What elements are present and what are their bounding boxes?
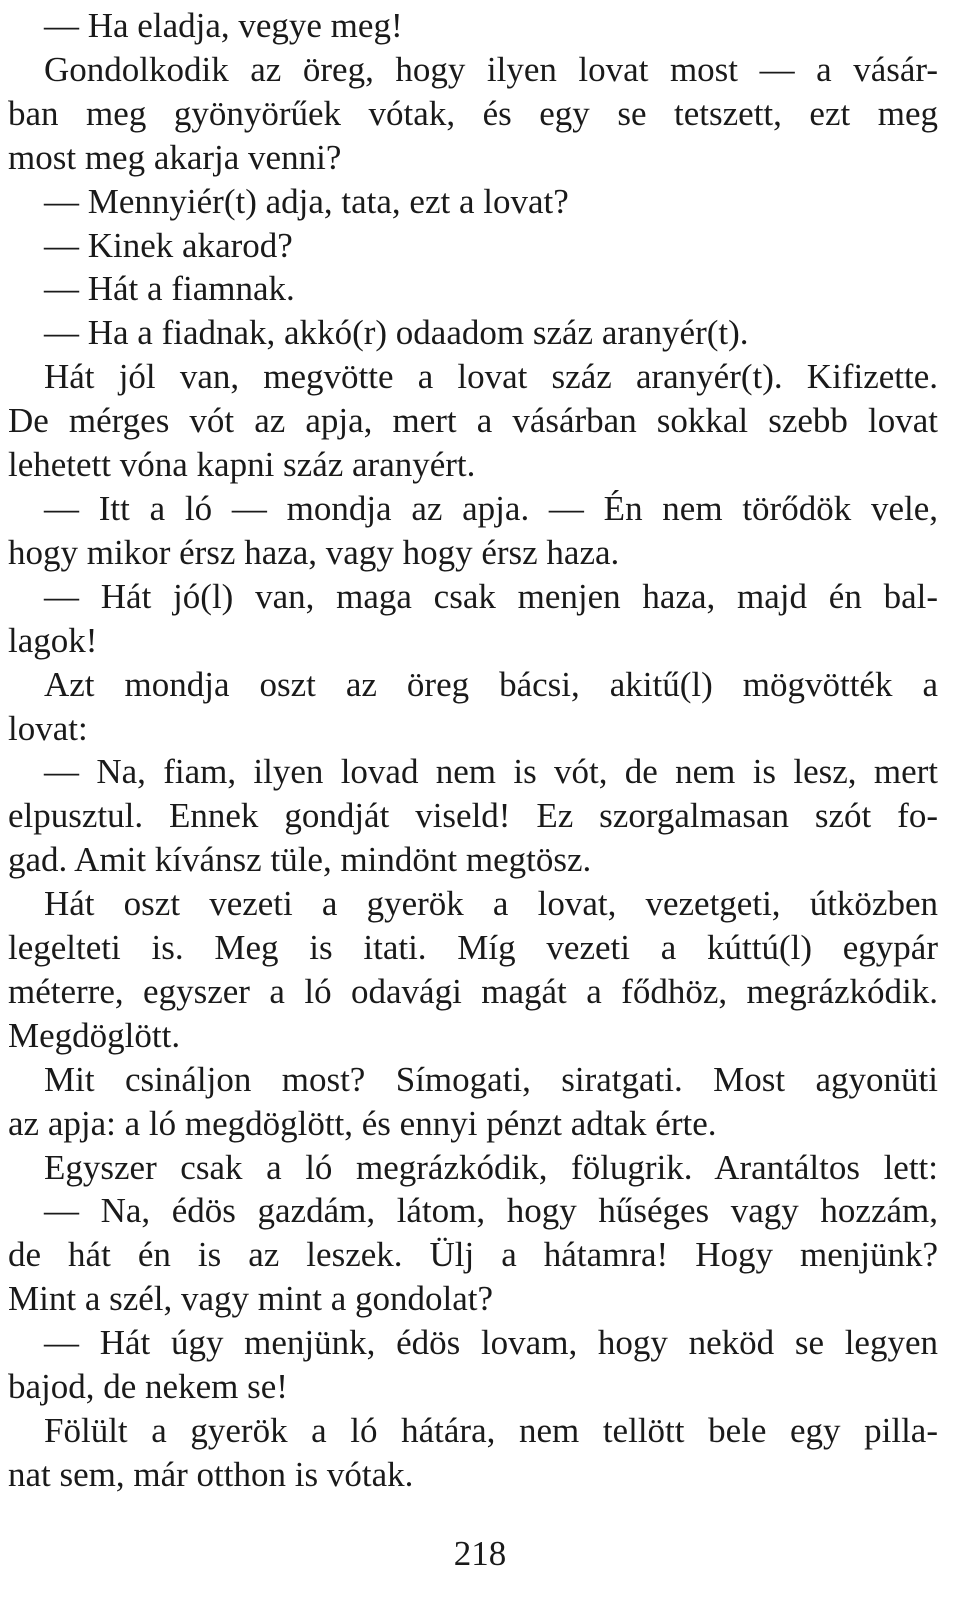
- text-line: az apja: a ló megdöglött, és ennyi pénzt adtak érte.: [8, 1103, 717, 1143]
- text-line: De mérges vót az apja, mert a vásárban sokkal szebb lovat: [8, 401, 938, 441]
- text-line: Mint a szél, vagy mint a gondolat?: [8, 1279, 494, 1319]
- text-line: Hát oszt vezeti a gyerök a lovat, vezetgeti, útközben: [44, 884, 938, 924]
- text-line: — Kinek akarod?: [44, 225, 293, 265]
- page-number: 218: [453, 1534, 507, 1573]
- text-line: nat sem, már otthon is vótak.: [8, 1454, 414, 1494]
- text-line: Mit csináljon most? Símogati, siratgati. Most agyonüti: [44, 1059, 938, 1099]
- text-line: — Hát a fiamnak.: [44, 269, 295, 309]
- text-line: méterre, egyszer a ló odavági magát a fődhöz, megrázkódik.: [8, 971, 938, 1011]
- text-line: — Mennyiér(t) adja, tata, ezt a lovat?: [44, 181, 569, 221]
- text-line: Fölült a gyerök a ló hátára, nem tellött bele egy pilla-: [44, 1411, 938, 1450]
- text-line: bajod, de nekem se!: [8, 1367, 288, 1407]
- text-line: elpusztul. Ennek gondját viseld! Ez szorgalmasan szót fo-: [8, 796, 938, 836]
- text-line: gad. Amit kívánsz tüle, mindönt megtösz.: [8, 840, 592, 880]
- text-line: Azt mondja oszt az öreg bácsi, akitű(l) mögvötték a: [44, 664, 938, 704]
- text-line: Egyszer csak a ló megrázkódik, fölugrik. Arantáltos lett:: [44, 1147, 938, 1187]
- body-text: [8, 4, 938, 1497]
- text-line: Hát jól van, megvötte a lovat száz aranyér(t). Kifizette.: [44, 357, 938, 397]
- text-line: hogy mikor érsz haza, vagy hogy érsz haza.: [8, 532, 620, 572]
- text-line: lagok!: [8, 620, 98, 660]
- text-line: legelteti is. Meg is itati. Míg vezeti a kúttú(l) egypár: [8, 928, 938, 968]
- text-line: lovat:: [8, 708, 88, 748]
- text-line: — Hát jó(l) van, maga csak menjen haza, majd én bal-: [44, 576, 938, 616]
- text-line: most meg akarja venni?: [8, 137, 342, 177]
- text-line: — Ha eladja, vegye meg!: [44, 6, 403, 45]
- text-line: Gondolkodik az öreg, hogy ilyen lovat most — a vásár-: [44, 49, 938, 89]
- text-line: — Ha a fiadnak, akkó(r) odaadom száz aranyér(t).: [44, 313, 749, 353]
- text-line: lehetett vóna kapni száz aranyért.: [8, 445, 476, 485]
- text-line: — Itt a ló — mondja az apja. — Én nem törődök vele,: [44, 488, 938, 528]
- text-line: — Na, édös gazdám, látom, hogy hűséges vagy hozzám,: [44, 1191, 938, 1231]
- text-line: — Hát úgy menjünk, édös lovam, hogy neköd se legyen: [44, 1323, 938, 1363]
- text-line: de hát én is az leszek. Ülj a hátamra! Hogy menjünk?: [8, 1235, 938, 1275]
- text-line: ban meg gyönyörűek vótak, és egy se tetszett, ezt meg: [8, 93, 938, 133]
- text-line: Megdöglött.: [8, 1015, 181, 1055]
- text-line: — Na, fiam, ilyen lovad nem is vót, de nem is lesz, mert: [44, 752, 938, 792]
